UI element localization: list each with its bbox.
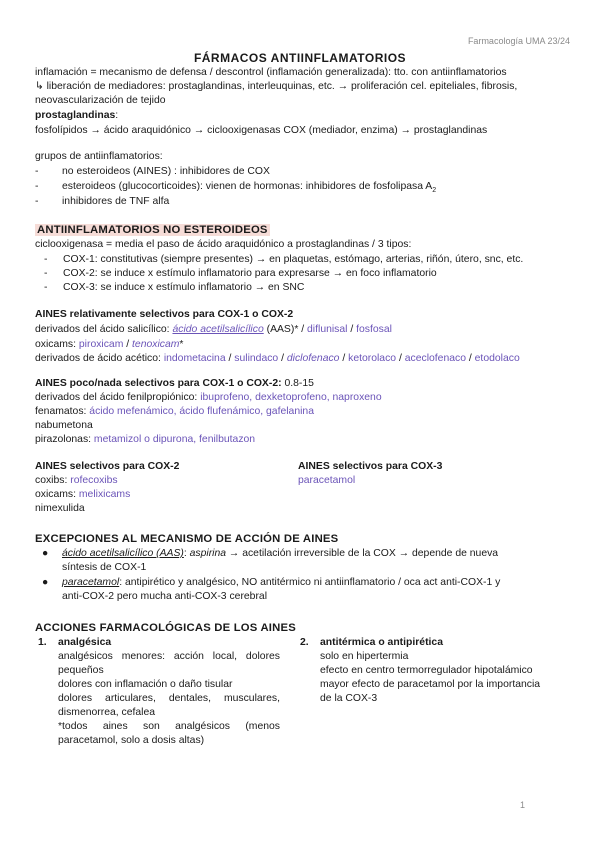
list-item: - COX-1: constitutivas (siempre presentes) → en plaquetas, estómago, arterias, riñón, útero, snc, etc. [44, 254, 524, 265]
action-list-analgesica: analgésicos menores: acción local, dolores pequeños dolores con inflamación o daño tisular dolores articulares, dentales, musculares, dismenorrea, cefalea *todos aines son analgésicos (menos paracetamol, solo a dosis altas) [58, 651, 280, 746]
action-list-antitermica: solo en hipertermia efecto en centro termorregulador hipotalámico mayor efecto de paracetamol por la importancia de la COX-3 [320, 651, 541, 704]
drug-line: nimexulida [35, 503, 85, 514]
list-item: ● ácido acetilsalicílico (AAS): aspirina → acetilación irreversible de la COX → depende de nueva síntesis de COX-1 [42, 548, 499, 573]
action-title-analgesica: 1. analgésica [38, 637, 112, 648]
page-number: 1 [519, 800, 525, 810]
list-item: - COX-2: se induce x estímulo inflamatorio para expresarse → en foco inflamatorio [44, 268, 437, 279]
page-title: FÁRMACOS ANTIINFLAMATORIOS [193, 51, 407, 65]
subsection-heading: AINES poco/nada selectivos para COX-1 o COX-2: 0.8-15 [35, 378, 314, 389]
drug-line: coxibs: rofecoxibs [35, 475, 118, 486]
intro-line: ↳ liberación de mediadores: prostaglandinas, interleuquinas, etc. → proliferación cel. epiteliales, fibrosis, [35, 81, 518, 92]
drug-line: nabumetona [35, 420, 93, 431]
groups-title: grupos de antiinflamatorios: [35, 151, 163, 162]
section-heading: ANTIINFLAMATORIOS NO ESTEROIDEOS [37, 224, 268, 236]
drug-line: derivados del ácido salicílico: ácido acetilsalicílico (AAS)* / diflunisal / fosfosal [35, 324, 392, 335]
subsection-heading: AINES selectivos para COX-3 [298, 461, 443, 472]
drug-line: oxicams: melixicams [35, 489, 131, 500]
drug-line: paracetamol [298, 475, 356, 486]
list-item: - no esteroideos (AINES) : inhibidores de COX [35, 166, 270, 177]
aines-intro: ciclooxigenasa = media el paso de ácido araquidónico a prostaglandinas / 3 tipos: [35, 239, 412, 250]
drug-line: fenamatos: ácido mefenámico, ácido flufenámico, gafelanina [35, 406, 314, 417]
list-item: ● paracetamol: antipirético y analgésico, NO antitérmico ni antiinflamatorio / oca act anti-COX-1 y anti-COX-2 pero mucha anti-COX-3 cerebral [42, 577, 501, 602]
list-item: - esteroideos (glucocorticoides): vienen de hormonas: inhibidores de fosfolipasa $A_2$ [35, 181, 437, 195]
list-item: - inhibidores de TNF alfa [35, 196, 170, 207]
drug-line: oxicams: piroxicam / tenoxicam* [35, 339, 184, 350]
course-header: Farmacología UMA 23/24 [467, 36, 570, 46]
section-heading: ACCIONES FARMACOLÓGICAS DE LOS AINES [35, 622, 296, 634]
list-item: - COX-3: se induce x estímulo inflamatorio → en SNC [44, 282, 305, 293]
prostaglandinas-path: fosfolípidos → ácido araquidónico → ciclooxigenasas COX (mediador, enzima) → prostaglandinas [35, 125, 488, 136]
intro-line: neovascularización de tejido [35, 95, 166, 106]
action-title-antitermica: 2. antitérmica o antipirética [300, 637, 443, 648]
drug-line: derivados de ácido acético: indometacina / sulindaco / diclofenaco / ketorolaco / aceclofenaco / etodolaco [35, 353, 520, 364]
intro-line: inflamación = mecanismo de defensa / descontrol (inflamación generalizada): tto. con antiinflamatorios [35, 67, 507, 78]
subsection-heading: AINES selectivos para COX-2 [35, 461, 180, 472]
subsection-heading: AINES relativamente selectivos para COX-1 o COX-2 [35, 309, 294, 320]
drug-line: derivados del ácido fenilpropiónico: ibuprofeno, dexketoprofeno, naproxeno [35, 392, 382, 403]
drug-line: pirazolonas: metamizol o dipurona, fenilbutazon [35, 434, 256, 445]
prostaglandinas-label: prostaglandinas: [35, 110, 119, 121]
section-heading: EXCEPCIONES AL MECANISMO DE ACCIÓN DE AINES [35, 533, 339, 545]
